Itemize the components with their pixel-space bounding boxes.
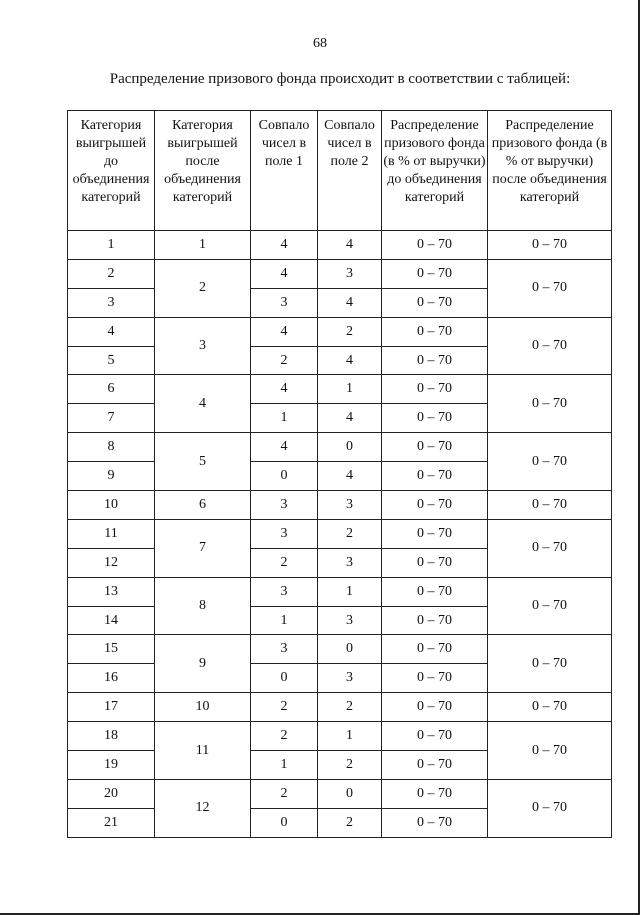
- cell-distribution-before: 0 – 70: [382, 722, 488, 751]
- cell-matched-field-1: 0: [251, 808, 318, 837]
- cell-distribution-before: 0 – 70: [382, 606, 488, 635]
- cell-distribution-after: 0 – 70: [488, 693, 612, 722]
- header-distribution-before: Распределение призового фонда (в % от выручки) до объединения категорий: [382, 111, 488, 231]
- cell-category-before: 8: [68, 433, 155, 462]
- cell-matched-field-1: 1: [251, 751, 318, 780]
- table-header-row: [68, 111, 612, 231]
- table-row: [68, 779, 612, 808]
- cell-matched-field-2: 2: [318, 808, 382, 837]
- cell-matched-field-2: 2: [318, 519, 382, 548]
- header-category-after: Категория выигрышей после объединения категорий: [155, 111, 251, 231]
- cell-category-before: 16: [68, 664, 155, 693]
- cell-category-after: 8: [155, 577, 251, 635]
- cell-matched-field-2: 1: [318, 577, 382, 606]
- cell-matched-field-2: 1: [318, 722, 382, 751]
- cell-matched-field-1: 3: [251, 288, 318, 317]
- cell-category-before: 19: [68, 751, 155, 780]
- cell-matched-field-1: 4: [251, 259, 318, 288]
- cell-distribution-after: 0 – 70: [488, 491, 612, 520]
- cell-category-before: 4: [68, 317, 155, 346]
- cell-distribution-before: 0 – 70: [382, 433, 488, 462]
- cell-category-before: 20: [68, 779, 155, 808]
- cell-distribution-before: 0 – 70: [382, 693, 488, 722]
- cell-category-before: 3: [68, 288, 155, 317]
- cell-matched-field-2: 4: [318, 462, 382, 491]
- cell-category-before: 5: [68, 346, 155, 375]
- cell-matched-field-1: 3: [251, 577, 318, 606]
- cell-category-before: 2: [68, 259, 155, 288]
- table-row: [68, 693, 612, 722]
- cell-category-after: 9: [155, 635, 251, 693]
- cell-category-before: 1: [68, 231, 155, 260]
- cell-distribution-before: 0 – 70: [382, 519, 488, 548]
- cell-distribution-before: 0 – 70: [382, 779, 488, 808]
- cell-matched-field-1: 2: [251, 548, 318, 577]
- page-number: 68: [313, 36, 327, 51]
- cell-distribution-before: 0 – 70: [382, 259, 488, 288]
- cell-matched-field-1: 3: [251, 635, 318, 664]
- cell-distribution-before: 0 – 70: [382, 664, 488, 693]
- cell-distribution-after: 0 – 70: [488, 259, 612, 317]
- cell-category-after: 7: [155, 519, 251, 577]
- cell-matched-field-2: 3: [318, 259, 382, 288]
- cell-matched-field-2: 2: [318, 751, 382, 780]
- cell-matched-field-2: 3: [318, 548, 382, 577]
- cell-matched-field-2: 4: [318, 288, 382, 317]
- table-row: [68, 519, 612, 548]
- cell-category-after: 1: [155, 231, 251, 260]
- cell-matched-field-1: 4: [251, 433, 318, 462]
- cell-matched-field-1: 4: [251, 317, 318, 346]
- cell-category-before: 10: [68, 491, 155, 520]
- cell-distribution-before: 0 – 70: [382, 577, 488, 606]
- cell-matched-field-2: 2: [318, 317, 382, 346]
- cell-matched-field-2: 0: [318, 635, 382, 664]
- cell-distribution-before: 0 – 70: [382, 548, 488, 577]
- cell-distribution-after: 0 – 70: [488, 722, 612, 780]
- table-row: [68, 231, 612, 260]
- cell-category-before: 13: [68, 577, 155, 606]
- cell-matched-field-1: 1: [251, 404, 318, 433]
- prize-distribution-table: [67, 110, 612, 838]
- cell-distribution-before: 0 – 70: [382, 462, 488, 491]
- cell-matched-field-1: 0: [251, 664, 318, 693]
- table-row: [68, 375, 612, 404]
- cell-matched-field-2: 3: [318, 664, 382, 693]
- cell-matched-field-2: 4: [318, 231, 382, 260]
- cell-category-before: 14: [68, 606, 155, 635]
- cell-matched-field-1: 3: [251, 519, 318, 548]
- cell-matched-field-2: 0: [318, 433, 382, 462]
- header-distribution-after: Распределение призового фонда (в % от выручки) после объединения категорий: [488, 111, 612, 231]
- cell-matched-field-2: 4: [318, 404, 382, 433]
- cell-distribution-before: 0 – 70: [382, 808, 488, 837]
- cell-matched-field-1: 4: [251, 231, 318, 260]
- table-row: [68, 433, 612, 462]
- cell-category-after: 6: [155, 491, 251, 520]
- cell-distribution-before: 0 – 70: [382, 751, 488, 780]
- cell-category-after: 12: [155, 779, 251, 837]
- table-body: [68, 231, 612, 838]
- cell-distribution-before: 0 – 70: [382, 288, 488, 317]
- cell-category-before: 21: [68, 808, 155, 837]
- cell-category-after: 11: [155, 722, 251, 780]
- header-category-before: Категория выигрышей до объединения категорий: [68, 111, 155, 231]
- cell-category-before: 12: [68, 548, 155, 577]
- cell-category-after: 3: [155, 317, 251, 375]
- cell-matched-field-2: 1: [318, 375, 382, 404]
- cell-distribution-after: 0 – 70: [488, 231, 612, 260]
- cell-category-after: 2: [155, 259, 251, 317]
- cell-matched-field-2: 0: [318, 779, 382, 808]
- cell-distribution-after: 0 – 70: [488, 433, 612, 491]
- cell-matched-field-1: 4: [251, 375, 318, 404]
- table-row: [68, 259, 612, 288]
- cell-category-after: 4: [155, 375, 251, 433]
- table-row: [68, 577, 612, 606]
- cell-category-before: 9: [68, 462, 155, 491]
- cell-matched-field-2: 3: [318, 491, 382, 520]
- intro-text: Распределение призового фонда происходит в соответствии с таблицей:: [109, 71, 571, 87]
- cell-matched-field-1: 2: [251, 346, 318, 375]
- cell-category-before: 11: [68, 519, 155, 548]
- cell-matched-field-1: 2: [251, 693, 318, 722]
- cell-matched-field-2: 3: [318, 606, 382, 635]
- cell-distribution-after: 0 – 70: [488, 635, 612, 693]
- cell-matched-field-2: 2: [318, 693, 382, 722]
- table-row: [68, 635, 612, 664]
- cell-category-before: 17: [68, 693, 155, 722]
- cell-matched-field-1: 2: [251, 722, 318, 751]
- cell-matched-field-1: 3: [251, 491, 318, 520]
- cell-distribution-after: 0 – 70: [488, 519, 612, 577]
- cell-distribution-before: 0 – 70: [382, 491, 488, 520]
- cell-distribution-before: 0 – 70: [382, 375, 488, 404]
- cell-distribution-before: 0 – 70: [382, 231, 488, 260]
- cell-category-before: 15: [68, 635, 155, 664]
- cell-distribution-before: 0 – 70: [382, 635, 488, 664]
- cell-distribution-before: 0 – 70: [382, 346, 488, 375]
- cell-category-before: 6: [68, 375, 155, 404]
- cell-category-before: 7: [68, 404, 155, 433]
- cell-category-before: 18: [68, 722, 155, 751]
- header-matched-field-1: Совпало чисел в поле 1: [251, 111, 318, 231]
- cell-matched-field-1: 0: [251, 462, 318, 491]
- cell-category-after: 5: [155, 433, 251, 491]
- cell-distribution-before: 0 – 70: [382, 404, 488, 433]
- table-row: [68, 317, 612, 346]
- cell-distribution-after: 0 – 70: [488, 577, 612, 635]
- table-row: [68, 722, 612, 751]
- cell-distribution-after: 0 – 70: [488, 317, 612, 375]
- cell-matched-field-1: 1: [251, 606, 318, 635]
- cell-matched-field-1: 2: [251, 779, 318, 808]
- cell-category-after: 10: [155, 693, 251, 722]
- cell-matched-field-2: 4: [318, 346, 382, 375]
- cell-distribution-after: 0 – 70: [488, 779, 612, 837]
- header-matched-field-2: Совпало чисел в поле 2: [318, 111, 382, 231]
- cell-distribution-after: 0 – 70: [488, 375, 612, 433]
- cell-distribution-before: 0 – 70: [382, 317, 488, 346]
- table-row: [68, 491, 612, 520]
